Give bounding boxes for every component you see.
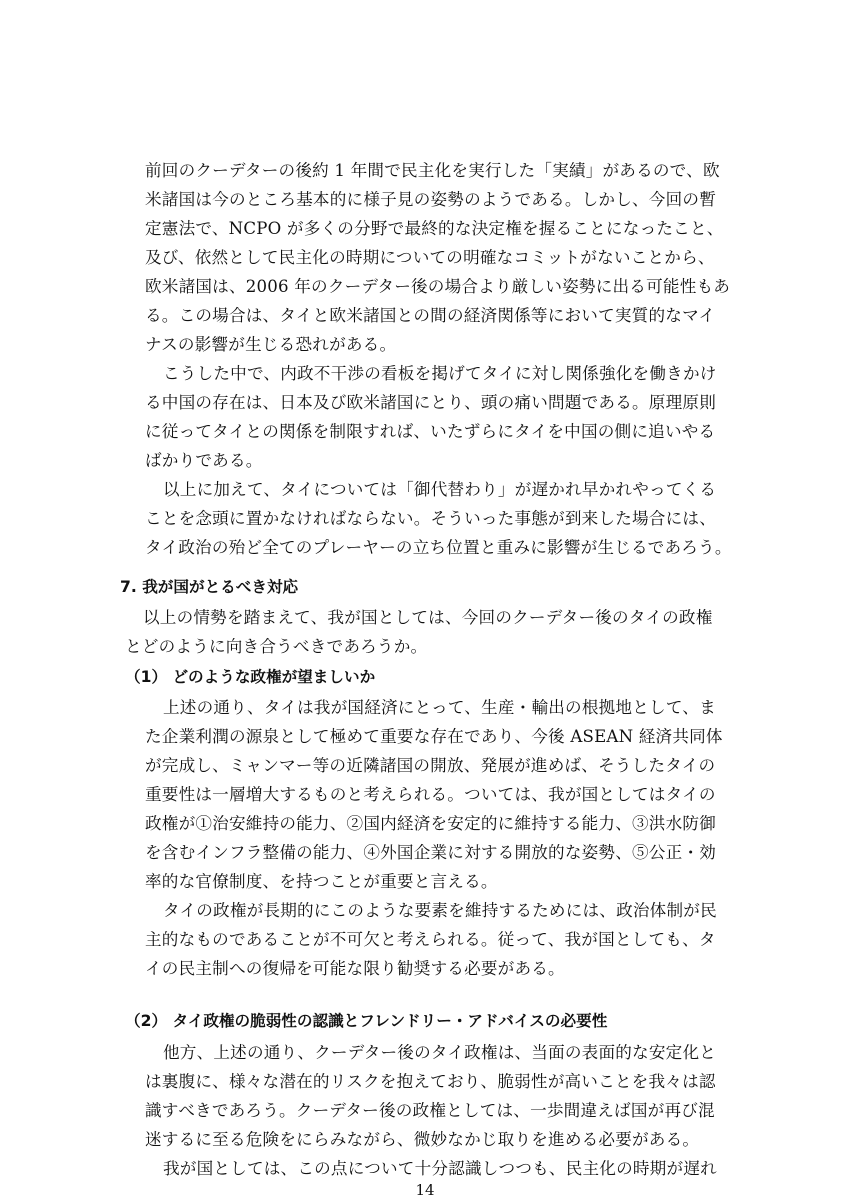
- text-line: 以上に加えて、タイについては「御代替わり」が遅かれ早かれやってくる: [163, 480, 717, 499]
- text-line: イの民主制への復帰を可能な限り勧奨する必要がある。: [145, 959, 565, 978]
- text-line: とどのように向き合うべきであろうか。: [125, 637, 428, 656]
- text-line: 定憲法で、NCPO が多くの分野で最終的な決定権を握ることになったこと、: [145, 219, 724, 238]
- page-number: 14: [415, 1181, 435, 1199]
- text-line: 他方、上述の通り、クーデター後のタイ政権は、当面の表面的な安定化と: [163, 1043, 717, 1062]
- text-line: た企業利潤の源泉として極めて重要な存在であり、今後 ASEAN 経済共同体: [145, 727, 723, 746]
- text-line: 以上の情勢を踏まえて、我が国としては、今回のクーデター後のタイの政権: [143, 608, 713, 627]
- text-line: を含むインフラ整備の能力、④外国企業に対する開放的な姿勢、⑤公正・効: [145, 843, 716, 862]
- subsection-heading: （1） どのような政権が望ましいか: [125, 668, 376, 686]
- text-line: に従ってタイとの関係を制限すれば、いたずらにタイを中国の側に追いやる: [145, 422, 716, 441]
- text-line: 我が国としては、この点について十分認識しつつも、民主化の時期が遅れ: [163, 1159, 717, 1178]
- text-line: る。この場合は、タイと欧米諸国との間の経済関係等において実質的なマイ: [145, 306, 716, 325]
- text-line: 欧米諸国は、2006 年のクーデター後の場合より厳しい姿勢に出る可能性もあ: [145, 277, 731, 296]
- text-line: 前回のクーデターの後約 1 年間で民主化を実行した「実績」があるので、欧: [145, 161, 720, 180]
- text-line: こうした中で、内政不干渉の看板を掲げてタイに対し関係強化を働きかけ: [163, 364, 717, 383]
- text-line: タイ政治の殆ど全てのプレーヤーの立ち位置と重みに影響が生じるであろう。: [145, 538, 732, 557]
- text-line: 迷するに至る危険をにらみながら、微妙なかじ取りを進める必要がある。: [145, 1130, 700, 1149]
- text-line: が完成し、ミャンマー等の近隣諸国の開放、発展が進めば、そうしたタイの: [145, 756, 716, 775]
- text-line: ことを念頭に置かなければならない。そういった事態が到来した場合には、: [145, 509, 716, 528]
- text-line: タイの政権が長期的にこのような要素を維持するためには、政治体制が民: [163, 901, 717, 920]
- text-line: 米諸国は今のところ基本的に様子見の姿勢のようである。しかし、今回の暫: [145, 190, 716, 209]
- text-line: る中国の存在は、日本及び欧米諸国にとり、頭の痛い問題である。原理原則: [145, 393, 716, 412]
- text-line: は裏腹に、様々な潜在的リスクを抱えており、脆弱性が高いことを我々は認: [145, 1072, 716, 1091]
- text-line: 識すべきであろう。クーデター後の政権としては、一歩間違えば国が再び混: [145, 1101, 715, 1120]
- subsection-heading: （2） タイ政権の脆弱性の認識とフレンドリー・アドバイスの必要性: [125, 1012, 608, 1030]
- text-line: 政権が①治安維持の能力、②国内経済を安定的に維持する能力、③洪水防御: [145, 814, 716, 833]
- text-line: 主的なものであることが不可欠と考えられる。従って、我が国としても、タ: [145, 930, 716, 949]
- section-heading: 7. 我が国がとるべき対応: [120, 578, 299, 596]
- text-line: 上述の通り、タイは我が国経済にとって、生産・輸出の根拠地として、ま: [163, 698, 716, 717]
- text-line: ナスの影響が生じる恐れがある。: [145, 335, 397, 354]
- text-line: 及び、依然として民主化の時期についての明確なコミットがないことから、: [145, 248, 715, 267]
- text-line: 重要性は一層増大するものと考えられる。ついては、我が国としてはタイの: [145, 785, 716, 804]
- text-line: ばかりである。: [145, 451, 263, 470]
- text-line: 率的な官僚制度、を持つことが重要と言える。: [145, 872, 498, 891]
